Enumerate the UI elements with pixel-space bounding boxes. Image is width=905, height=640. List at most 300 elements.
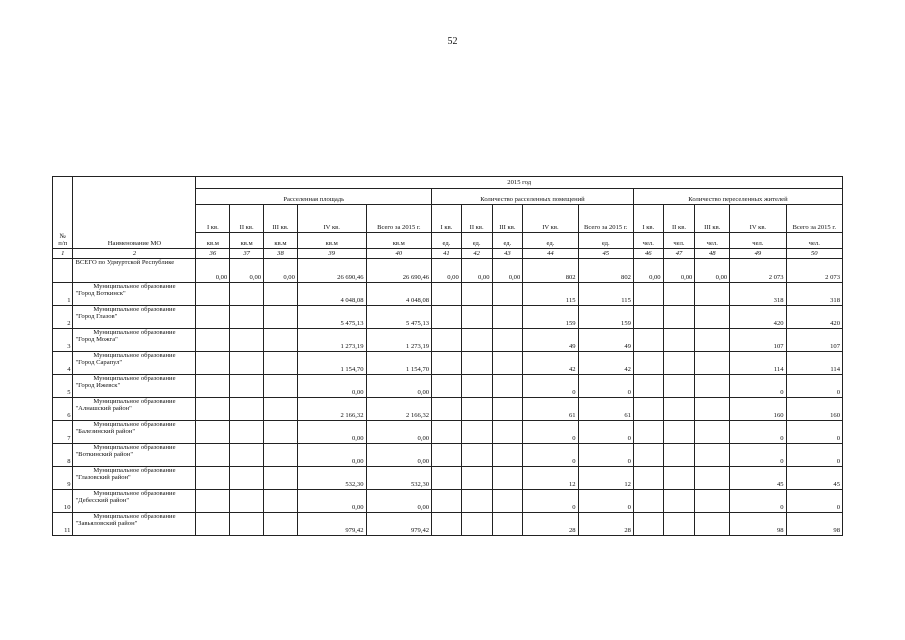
empty-cell — [695, 397, 730, 420]
total-row — [53, 258, 843, 282]
total-value: 0,00 — [633, 258, 663, 282]
empty-cell — [633, 305, 663, 328]
value-cell: 420 — [786, 305, 842, 328]
municipality-name-line2: "Дебесский район" — [75, 497, 130, 505]
col-number: 43 — [492, 248, 523, 258]
empty-cell — [633, 282, 663, 305]
empty-cell — [230, 328, 264, 351]
value-cell: 420 — [730, 305, 786, 328]
total-value: 26 690,46 — [366, 258, 432, 282]
empty-cell — [230, 374, 264, 397]
value-cell: 160 — [786, 397, 842, 420]
value-cell: 4 048,08 — [366, 282, 432, 305]
unit-cell: чел. — [663, 233, 695, 249]
municipality-rows — [53, 282, 843, 535]
empty-cell — [264, 489, 298, 512]
value-cell: 0,00 — [366, 374, 432, 397]
value-cell: 98 — [730, 512, 786, 535]
empty-cell — [196, 466, 230, 489]
col-number: 36 — [196, 248, 230, 258]
value-cell: 0,00 — [297, 443, 366, 466]
table-row — [53, 489, 843, 512]
value-cell: 45 — [730, 466, 786, 489]
empty-cell — [633, 397, 663, 420]
value-cell: 2 166,32 — [366, 397, 432, 420]
value-cell: 107 — [786, 328, 842, 351]
municipality-name-line1: Муниципальное образование — [93, 512, 176, 520]
value-cell: 0,00 — [297, 420, 366, 443]
table-row — [53, 282, 843, 305]
value-cell: 0 — [523, 489, 578, 512]
value-cell: 107 — [730, 328, 786, 351]
area-q3-header: III кв. — [264, 205, 298, 233]
empty-cell — [461, 420, 492, 443]
value-cell: 0,00 — [366, 443, 432, 466]
total-value: 2 073 — [786, 258, 842, 282]
row-number: 11 — [53, 512, 73, 535]
empty-cell — [461, 443, 492, 466]
empty-cell — [633, 489, 663, 512]
empty-cell — [695, 374, 730, 397]
col-number: 50 — [786, 248, 842, 258]
empty-cell — [695, 328, 730, 351]
value-cell: 159 — [523, 305, 578, 328]
unit-cell: кв.м — [196, 233, 230, 249]
relocation-table — [52, 176, 843, 536]
empty-cell — [663, 397, 695, 420]
value-cell: 0 — [786, 443, 842, 466]
empty-cell — [695, 443, 730, 466]
municipality-name-line1: Муниципальное образование — [93, 305, 176, 313]
empty-cell — [492, 466, 523, 489]
value-cell: 114 — [786, 351, 842, 374]
table-row — [53, 305, 843, 328]
col-number: 46 — [633, 248, 663, 258]
total-value: 0,00 — [461, 258, 492, 282]
empty-cell — [196, 282, 230, 305]
empty-cell — [492, 489, 523, 512]
empty-cell — [633, 420, 663, 443]
people-q4-header: IV кв. — [730, 205, 786, 233]
value-cell: 49 — [578, 328, 633, 351]
empty-cell — [230, 397, 264, 420]
rooms-q3-header: III кв. — [492, 205, 523, 233]
num-header — [53, 233, 73, 249]
empty-cell — [695, 420, 730, 443]
value-cell: 318 — [786, 282, 842, 305]
empty-cell — [695, 282, 730, 305]
num-header-line2: п/п — [58, 240, 68, 248]
col-number: 41 — [432, 248, 462, 258]
empty-cell — [492, 443, 523, 466]
empty-cell — [663, 466, 695, 489]
unit-cell: кв.м — [230, 233, 264, 249]
municipality-name-line2: "Алнашский район" — [75, 405, 132, 413]
value-cell: 115 — [523, 282, 578, 305]
name-header: Наименование МО — [73, 233, 196, 249]
empty-cell — [264, 443, 298, 466]
empty-cell — [264, 466, 298, 489]
empty-cell — [492, 512, 523, 535]
municipality-name — [73, 512, 196, 535]
col-number: 39 — [297, 248, 366, 258]
empty-cell — [663, 420, 695, 443]
empty-cell — [663, 351, 695, 374]
empty-cell — [492, 328, 523, 351]
unit-cell: чел. — [786, 233, 842, 249]
municipality-name — [73, 397, 196, 420]
col-number: 47 — [663, 248, 695, 258]
empty-cell — [633, 512, 663, 535]
municipality-name-line1: Муниципальное образование — [93, 443, 176, 451]
row-number: 8 — [53, 443, 73, 466]
table-row — [53, 374, 843, 397]
empty-cell — [663, 328, 695, 351]
col-number: 45 — [578, 248, 633, 258]
total-value: 26 690,46 — [297, 258, 366, 282]
people-total-header: Всего за 2015 г. — [786, 205, 842, 233]
area-total-header: Всего за 2015 г. — [366, 205, 432, 233]
empty-cell — [432, 374, 462, 397]
col-number: 42 — [461, 248, 492, 258]
table-row — [53, 420, 843, 443]
municipality-name — [73, 489, 196, 512]
value-cell: 49 — [523, 328, 578, 351]
empty-cell — [196, 420, 230, 443]
municipality-name — [73, 328, 196, 351]
empty-cell — [196, 489, 230, 512]
unit-cell: ед. — [578, 233, 633, 249]
table-row — [53, 466, 843, 489]
value-cell: 0 — [786, 420, 842, 443]
people-q1-header: I кв. — [633, 205, 663, 233]
empty-cell — [432, 489, 462, 512]
empty-cell — [492, 282, 523, 305]
empty-cell — [432, 328, 462, 351]
municipality-name-line2: "Город Ижевск" — [75, 382, 121, 390]
value-cell: 115 — [578, 282, 633, 305]
row-number: 3 — [53, 328, 73, 351]
empty-cell — [492, 374, 523, 397]
unit-cell: кв.м — [297, 233, 366, 249]
total-value: 0,00 — [663, 258, 695, 282]
empty-cell — [264, 512, 298, 535]
total-value: 0,00 — [196, 258, 230, 282]
value-cell: 61 — [523, 397, 578, 420]
value-cell: 1 273,19 — [366, 328, 432, 351]
value-cell: 0,00 — [366, 489, 432, 512]
value-cell: 45 — [786, 466, 842, 489]
row-number: 2 — [53, 305, 73, 328]
value-cell: 0 — [523, 420, 578, 443]
empty-cell — [264, 374, 298, 397]
municipality-name-line1: Муниципальное образование — [93, 374, 176, 382]
value-cell: 42 — [578, 351, 633, 374]
value-cell: 0 — [786, 489, 842, 512]
municipality-name-line1: Муниципальное образование — [93, 466, 176, 474]
empty-cell — [695, 466, 730, 489]
value-cell: 42 — [523, 351, 578, 374]
col-number: 1 — [53, 248, 73, 258]
value-cell: 0 — [730, 489, 786, 512]
col-number: 49 — [730, 248, 786, 258]
value-cell: 12 — [523, 466, 578, 489]
value-cell: 318 — [730, 282, 786, 305]
empty-cell — [432, 282, 462, 305]
empty-cell — [196, 512, 230, 535]
municipality-name — [73, 443, 196, 466]
area-q1-header: I кв. — [196, 205, 230, 233]
empty-cell — [196, 374, 230, 397]
value-cell: 160 — [730, 397, 786, 420]
municipality-name-line1: Муниципальное образование — [93, 351, 176, 359]
empty-cell — [230, 466, 264, 489]
col-number: 40 — [366, 248, 432, 258]
empty-cell — [663, 374, 695, 397]
unit-cell: ед. — [523, 233, 578, 249]
empty-cell — [633, 443, 663, 466]
municipality-name-line1: Муниципальное образование — [93, 489, 176, 497]
column-number-row — [53, 248, 843, 258]
total-row-name: ВСЕГО по Удмуртской Республике — [73, 258, 196, 282]
people-q3-header: III кв. — [695, 205, 730, 233]
value-cell: 2 166,32 — [297, 397, 366, 420]
value-cell: 5 475,13 — [366, 305, 432, 328]
empty-cell — [264, 351, 298, 374]
unit-cell: чел. — [730, 233, 786, 249]
col-number: 44 — [523, 248, 578, 258]
empty-cell — [264, 420, 298, 443]
empty-cell — [230, 512, 264, 535]
empty-cell — [461, 489, 492, 512]
rooms-q2-header: II кв. — [461, 205, 492, 233]
total-value: 0,00 — [264, 258, 298, 282]
table-row — [53, 351, 843, 374]
value-cell: 0 — [578, 443, 633, 466]
empty-cell — [492, 397, 523, 420]
group-people-header: Количество переселенных жителей — [633, 189, 842, 205]
municipality-name — [73, 351, 196, 374]
empty-cell — [230, 489, 264, 512]
value-cell: 1 273,19 — [297, 328, 366, 351]
empty-cell — [196, 328, 230, 351]
empty-cell — [492, 420, 523, 443]
empty-cell — [663, 512, 695, 535]
municipality-name-line2: "Город Можга" — [75, 336, 118, 344]
municipality-name — [73, 305, 196, 328]
municipality-name-line2: "Город Глазов" — [75, 313, 118, 321]
value-cell: 0,00 — [297, 489, 366, 512]
total-value: 0,00 — [492, 258, 523, 282]
value-cell: 0,00 — [297, 374, 366, 397]
row-number: 6 — [53, 397, 73, 420]
municipality-name — [73, 282, 196, 305]
unit-cell: ед. — [461, 233, 492, 249]
value-cell: 1 154,70 — [366, 351, 432, 374]
area-q4-header: IV кв. — [297, 205, 366, 233]
value-cell: 12 — [578, 466, 633, 489]
empty-cell — [492, 351, 523, 374]
empty-cell — [264, 328, 298, 351]
value-cell: 0 — [730, 443, 786, 466]
empty-cell — [432, 351, 462, 374]
empty-cell — [633, 351, 663, 374]
empty-cell — [695, 489, 730, 512]
row-number: 4 — [53, 351, 73, 374]
value-cell: 4 048,08 — [297, 282, 366, 305]
empty-cell — [196, 351, 230, 374]
value-cell: 532,30 — [366, 466, 432, 489]
col-number: 37 — [230, 248, 264, 258]
value-cell: 98 — [786, 512, 842, 535]
empty-cell — [230, 443, 264, 466]
empty-cell — [461, 397, 492, 420]
row-number: 1 — [53, 282, 73, 305]
col-number: 48 — [695, 248, 730, 258]
total-num-cell — [53, 258, 73, 282]
value-cell: 114 — [730, 351, 786, 374]
page-number: 52 — [447, 36, 458, 47]
total-value: 0,00 — [695, 258, 730, 282]
value-cell: 0 — [730, 420, 786, 443]
empty-cell — [695, 351, 730, 374]
empty-cell — [432, 305, 462, 328]
empty-cell — [230, 282, 264, 305]
empty-cell — [432, 420, 462, 443]
value-cell: 61 — [578, 397, 633, 420]
unit-cell: чел. — [633, 233, 663, 249]
empty-cell — [461, 374, 492, 397]
header-row-year — [53, 177, 843, 189]
municipality-name-line2: "Город Сарапул" — [75, 359, 123, 367]
row-number: 10 — [53, 489, 73, 512]
empty-cell — [633, 374, 663, 397]
empty-cell — [264, 397, 298, 420]
value-cell: 0 — [578, 420, 633, 443]
unit-cell: ед. — [492, 233, 523, 249]
empty-cell — [432, 466, 462, 489]
value-cell: 0 — [523, 374, 578, 397]
empty-cell — [461, 512, 492, 535]
municipality-name — [73, 374, 196, 397]
empty-cell — [432, 397, 462, 420]
people-q2-header: II кв. — [663, 205, 695, 233]
table-row — [53, 443, 843, 466]
table-row — [53, 328, 843, 351]
row-number: 5 — [53, 374, 73, 397]
municipality-name-line1: Муниципальное образование — [93, 282, 176, 290]
col-number: 38 — [264, 248, 298, 258]
empty-cell — [196, 397, 230, 420]
value-cell: 0 — [578, 374, 633, 397]
value-cell: 0 — [730, 374, 786, 397]
value-cell: 28 — [523, 512, 578, 535]
rooms-q4-header: IV кв. — [523, 205, 578, 233]
municipality-name-line2: "Глазовский район" — [75, 474, 131, 482]
value-cell: 159 — [578, 305, 633, 328]
empty-cell — [663, 489, 695, 512]
empty-cell — [695, 305, 730, 328]
value-cell: 0 — [786, 374, 842, 397]
empty-cell — [663, 305, 695, 328]
empty-cell — [695, 512, 730, 535]
group-rooms-header: Количество расселенных помещений — [432, 189, 634, 205]
municipality-name-line1: Муниципальное образование — [93, 420, 176, 428]
empty-cell — [432, 512, 462, 535]
value-cell: 979,42 — [366, 512, 432, 535]
total-value: 0,00 — [432, 258, 462, 282]
empty-cell — [633, 466, 663, 489]
year-header: 2015 год — [196, 177, 843, 189]
value-cell: 0 — [578, 489, 633, 512]
unit-cell: кв.м — [366, 233, 432, 249]
unit-cell: чел. — [695, 233, 730, 249]
empty-cell — [492, 305, 523, 328]
empty-cell — [663, 282, 695, 305]
value-cell: 28 — [578, 512, 633, 535]
empty-cell — [663, 443, 695, 466]
value-cell: 0 — [523, 443, 578, 466]
total-value: 2 073 — [730, 258, 786, 282]
value-cell: 1 154,70 — [297, 351, 366, 374]
empty-cell — [196, 443, 230, 466]
empty-cell — [633, 328, 663, 351]
row-number: 7 — [53, 420, 73, 443]
rooms-total-header: Всего за 2015 г. — [578, 205, 633, 233]
unit-cell: ед. — [432, 233, 462, 249]
area-q2-header: II кв. — [230, 205, 264, 233]
empty-cell — [461, 466, 492, 489]
municipality-name — [73, 466, 196, 489]
empty-cell — [432, 443, 462, 466]
municipality-name-line2: "Балезинский район" — [75, 428, 136, 436]
value-cell: 5 475,13 — [297, 305, 366, 328]
total-value: 0,00 — [230, 258, 264, 282]
municipality-name-line2: "Завьяловский район" — [75, 520, 138, 528]
rooms-q1-header: I кв. — [432, 205, 462, 233]
table-row — [53, 512, 843, 535]
group-area-header: Расселенная площадь — [196, 189, 432, 205]
col-number: 2 — [73, 248, 196, 258]
value-cell: 979,42 — [297, 512, 366, 535]
value-cell: 0,00 — [366, 420, 432, 443]
empty-cell — [264, 305, 298, 328]
municipality-name-line1: Муниципальное образование — [93, 397, 176, 405]
municipality-name-line2: "Воткинский район" — [75, 451, 134, 459]
empty-cell — [461, 305, 492, 328]
unit-cell: кв.м — [264, 233, 298, 249]
municipality-name-line2: "Город Воткинск" — [75, 290, 126, 298]
empty-cell — [230, 305, 264, 328]
empty-cell — [196, 305, 230, 328]
total-value: 802 — [523, 258, 578, 282]
empty-cell — [461, 351, 492, 374]
empty-cell — [230, 420, 264, 443]
empty-cell — [461, 328, 492, 351]
total-value: 802 — [578, 258, 633, 282]
num-header-top — [53, 177, 73, 233]
header-row-units — [53, 233, 843, 249]
num-header-line1: № — [59, 232, 66, 240]
municipality-name — [73, 420, 196, 443]
municipality-name-line1: Муниципальное образование — [93, 328, 176, 336]
table-row — [53, 397, 843, 420]
empty-cell — [264, 282, 298, 305]
empty-cell — [461, 282, 492, 305]
name-header-top — [73, 177, 196, 233]
value-cell: 532,30 — [297, 466, 366, 489]
empty-cell — [230, 351, 264, 374]
